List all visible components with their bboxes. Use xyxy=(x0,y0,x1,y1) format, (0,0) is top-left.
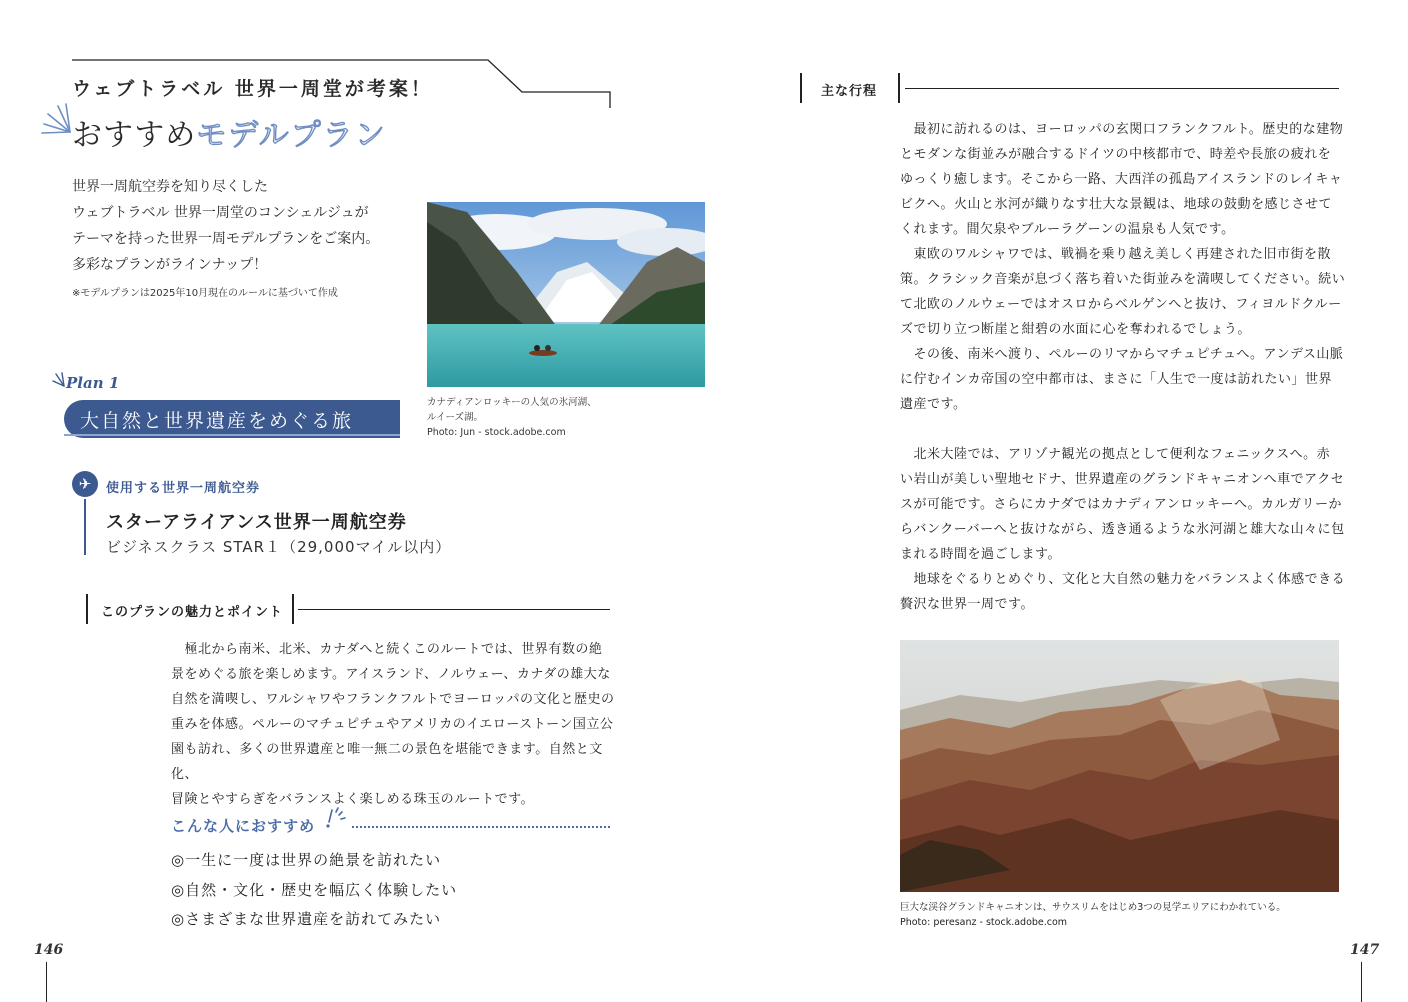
text-line: い岩山が美しい聖地セドナ、世界遺産のグランドキャニオンへ車でアクセ xyxy=(900,472,1345,487)
page-number-left: 146 xyxy=(34,942,64,958)
recommend-item: ◎一生に一度は世界の絶景を訪れたい xyxy=(171,851,442,869)
caption-line: ルイーズ湖。 xyxy=(427,412,484,423)
text-line: 極北から南米、北米、カナダへと続くこのルートでは、世界有数の絶 xyxy=(171,642,603,657)
itinerary-heading: 主な行程 xyxy=(821,84,878,99)
photo-credit: Photo: peresanz - stock.adobe.com xyxy=(900,917,1068,928)
text-line: 遺産です。 xyxy=(900,397,967,412)
section-divider xyxy=(86,594,88,624)
intro-line: 多彩なプランがラインナップ！ xyxy=(72,257,268,273)
text-line: 自然を満喫し、ワルシャワやフランクフルトでヨーロッパの文化と歴史の xyxy=(171,692,615,707)
text-line: 地球をぐるりとめぐり、文化と大自然の魅力をバランスよく体感できる xyxy=(900,572,1346,587)
section-divider xyxy=(898,73,900,103)
recommend-item: ◎さまざまな世界遺産を訪れてみたい xyxy=(171,910,442,928)
text-line: くれます。間欠泉やブルーラグーンの温泉も人気です。 xyxy=(900,222,1235,237)
text-line: 景をめぐる旅を楽しめます。アイスランド、ノルウェー、カナダの雄大な xyxy=(171,667,611,682)
ticket-line xyxy=(84,499,86,555)
exclamation-sparkle-icon xyxy=(326,806,348,830)
sparkle-icon xyxy=(40,102,74,136)
intro-line: ウェブトラベル 世界一周堂のコンシェルジュが xyxy=(72,205,369,221)
page-number-right: 147 xyxy=(1350,942,1380,958)
intro-text xyxy=(72,174,412,278)
ticket-label: 使用する世界一周航空券 xyxy=(106,481,261,496)
grand-canyon-photo xyxy=(900,640,1339,892)
caption-line: 巨大な渓谷グランドキャニオンは、サウスリムをはじめ3つの見学エリアにわかれている。 xyxy=(900,902,1286,913)
text-line: 冒険とやすらぎをバランスよく楽しめる珠玉のルートです。 xyxy=(171,792,535,807)
plan-number: Plan 1 xyxy=(66,374,120,392)
page-rule-right xyxy=(1361,962,1362,1002)
text-line: 園も訪れ、多くの世界遺産と唯一無二の景色を堪能できます。自然と文化、 xyxy=(171,742,603,782)
text-line: らバンクーバーへと抜けながら、透き通るような氷河湖と雄大な山々に包 xyxy=(900,522,1345,537)
title-part1: おすすめ xyxy=(72,118,197,153)
text-line: スが可能です。さらにカナダではカナディアンロッキーへ。カルガリーか xyxy=(900,497,1342,512)
airplane-icon: ✈ xyxy=(72,471,98,497)
text-line: とモダンな街並みが融合するドイツの中核都市で、時差や長旅の疲れを xyxy=(900,147,1332,162)
sparkle-icon xyxy=(52,372,66,388)
photo1-caption xyxy=(427,395,707,440)
ticket-name: スターアライアンス世界一周航空券 xyxy=(106,512,407,533)
highlights-heading: このプランの魅力とポイント xyxy=(101,605,284,620)
intro-line: テーマを持った世界一周モデルプランをご案内。 xyxy=(72,231,380,247)
section-rule xyxy=(905,88,1339,89)
text-line: その後、南米へ渡り、ペルーのリマからマチュピチュへ。アンデス山脈 xyxy=(900,347,1344,362)
text-line: て北欧のノルウェーではオスロからベルゲンへと抜け、フィヨルドクルー xyxy=(900,297,1342,312)
title-part2: モデルプラン xyxy=(196,118,387,153)
text-line: ズで切り立つ断崖と紺碧の水面に心を奪われるでしょう。 xyxy=(900,322,1251,337)
page-title xyxy=(72,110,387,154)
text-line: まれる時間を過ごします。 xyxy=(900,547,1061,562)
section-divider xyxy=(292,594,294,624)
photo2-caption xyxy=(900,900,1340,930)
plan-title: 大自然と世界遺産をめぐる旅 xyxy=(80,410,354,432)
highlights-text xyxy=(171,637,621,812)
section-divider xyxy=(800,73,802,103)
photo-credit: Photo: Jun - stock.adobe.com xyxy=(427,427,566,438)
intro-line: 世界一周航空券を知り尽くした xyxy=(72,179,268,195)
text-line: に佇むインカ帝国の空中都市は、まさに「人生で一度は訪れたい」世界 xyxy=(900,372,1333,387)
recommend-item: ◎自然・文化・歴史を幅広く体験したい xyxy=(171,881,458,899)
plan-title-underline xyxy=(64,434,400,436)
text-line: 東欧のワルシャワでは、戦禍を乗り越え美しく再建された旧市街を散 xyxy=(900,247,1332,262)
intro-note: ※モデルプランは2025年10月現在のルールに基づいて作成 xyxy=(72,288,338,299)
brand-heading: ウェブトラベル 世界一周堂が考案！ xyxy=(72,78,433,100)
text-line: 贅沢な世界一周です。 xyxy=(900,597,1034,612)
itinerary-text-1 xyxy=(900,117,1350,417)
recommend-heading: こんな人におすすめ xyxy=(171,817,316,835)
page-rule-left xyxy=(46,962,47,1002)
text-line: 北米大陸では、アリゾナ観光の拠点として便利なフェニックスへ。赤 xyxy=(900,447,1331,462)
ticket-class: ビジネスクラス STAR１（29,000マイル以内） xyxy=(106,538,452,556)
caption-line: カナディアンロッキーの人気の氷河湖、 xyxy=(427,397,597,408)
section-rule xyxy=(298,609,610,610)
text-line: 重みを体感。ペルーのマチュピチュやアメリカのイエローストーン国立公 xyxy=(171,717,614,732)
dotted-rule xyxy=(352,826,610,828)
text-line: ゆっくり癒します。そこから一路、大西洋の孤島アイスランドのレイキャ xyxy=(900,172,1343,187)
itinerary-text-2 xyxy=(900,442,1350,617)
text-line: 最初に訪れるのは、ヨーロッパの玄関口フランクフルト。歴史的な建物 xyxy=(900,122,1344,137)
lake-louise-photo xyxy=(427,202,705,387)
text-line: 策。クラシック音楽が息づく落ち着いた街並みを満喫してください。続い xyxy=(900,272,1346,287)
text-line: ビクへ。火山と氷河が織りなす壮大な景観は、地球の鼓動を感じさせて xyxy=(900,197,1333,212)
